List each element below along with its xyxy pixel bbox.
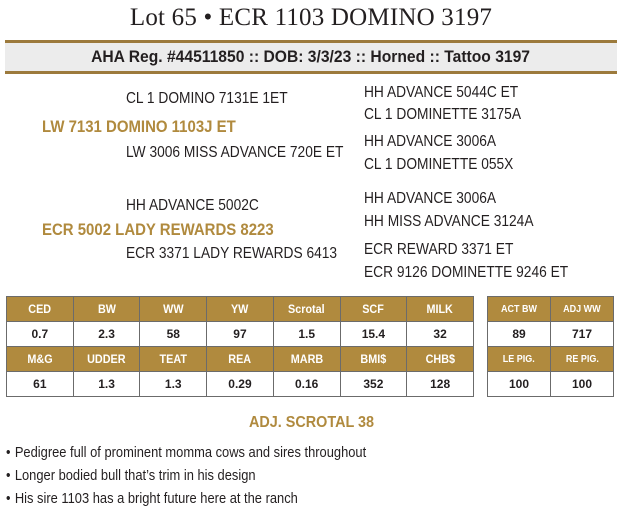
lot-title: Lot 65 • ECR 1103 DOMINO 3197 [129,4,493,31]
epd-header-chb: CHB$ [407,347,474,372]
epd-header-teat: TEAT [140,347,207,372]
adj-header-adj-ww: ADJ WW [551,297,614,322]
epd-value-row-2 [7,372,474,397]
epd-header-mg: M&G [7,347,74,372]
epd-value-rea: 0.29 [207,372,274,397]
epd-header-bw: BW [73,297,140,322]
epd-header-bmi: BMI$ [340,347,407,372]
epd-header-ww: WW [140,297,207,322]
epd-header-row-1 [7,297,474,322]
epd-header-ced: CED [7,297,74,322]
dam-name: ECR 5002 LADY REWARDS 8223 [42,220,274,239]
epd-value-mg: 61 [7,372,74,397]
adj-header-act-bw: ACT BW [488,297,551,322]
sire-name: LW 7131 DOMINO 1103J ET [42,117,236,136]
adj-header-row-1 [488,297,614,322]
epd-value-scrotal: 1.5 [273,322,340,347]
adjusted-measures-table [487,296,614,397]
registration-text: AHA Reg. #44511850 :: DOB: 3/3/23 :: Horned :: Tattoo 3197 [91,47,531,66]
epd-header-udder: UDDER [73,347,140,372]
epd-value-bmi: 352 [340,372,407,397]
adj-value-row-1 [488,322,614,347]
adj-header-le-pig: LE PIG. [488,347,551,372]
dam-sire: HH ADVANCE 5002C [126,197,259,214]
adj-value-adj-ww: 717 [551,322,614,347]
dam-dam: ECR 3371 LADY REWARDS 6413 [126,245,338,262]
sire-sire: CL 1 DOMINO 7131E 1ET [126,90,288,107]
dam-dam-sire: ECR REWARD 3371 ET [364,241,514,258]
epd-header-yw: YW [207,297,274,322]
dam-sire-sire: HH ADVANCE 3006A [364,190,497,207]
sire-dam: LW 3006 MISS ADVANCE 720E ET [126,144,344,161]
epd-header-marb: MARB [273,347,340,372]
epd-value-ced: 0.7 [7,322,74,347]
dam-dam-dam: ECR 9126 DOMINETTE 9246 ET [364,264,569,281]
epd-header-milk: MILK [407,297,474,322]
epd-header-row-2 [7,347,474,372]
epd-value-chb: 128 [407,372,474,397]
epd-value-marb: 0.16 [273,372,340,397]
epd-value-ww: 58 [140,322,207,347]
adj-header-row-2 [488,347,614,372]
adj-value-row-2 [488,372,614,397]
note-item: • Pedigree full of prominent momma cows and sires throughout [6,442,366,465]
epd-table [6,296,474,397]
epd-value-bw: 2.3 [73,322,140,347]
sire-dam-sire: HH ADVANCE 3006A [364,133,497,150]
adj-value-re-pig: 100 [551,372,614,397]
sire-sire-sire: HH ADVANCE 5044C ET [364,84,519,101]
epd-header-scrotal: Scrotal [273,297,340,322]
dam-sire-dam: HH MISS ADVANCE 3124A [364,213,534,230]
note-item: • Longer bodied bull that’s trim in his design [6,465,366,488]
epd-value-teat: 1.3 [140,372,207,397]
sire-dam-dam: CL 1 DOMINETTE 055X [364,156,514,173]
adj-scrotal-heading: ADJ. SCROTAL 38 [248,414,374,431]
epd-value-row-1 [7,322,474,347]
adj-header-re-pig: RE PIG. [551,347,614,372]
epd-header-scf: SCF [340,297,407,322]
sire-sire-dam: CL 1 DOMINETTE 3175A [364,106,522,123]
epd-value-yw: 97 [207,322,274,347]
registration-bar [5,40,617,74]
note-item: • His sire 1103 has a bright future here at the ranch [6,488,366,511]
notes-list [6,442,425,511]
epd-header-rea: REA [207,347,274,372]
adj-value-le-pig: 100 [488,372,551,397]
epd-value-milk: 32 [407,322,474,347]
epd-value-udder: 1.3 [73,372,140,397]
adj-value-act-bw: 89 [488,322,551,347]
epd-value-scf: 15.4 [340,322,407,347]
